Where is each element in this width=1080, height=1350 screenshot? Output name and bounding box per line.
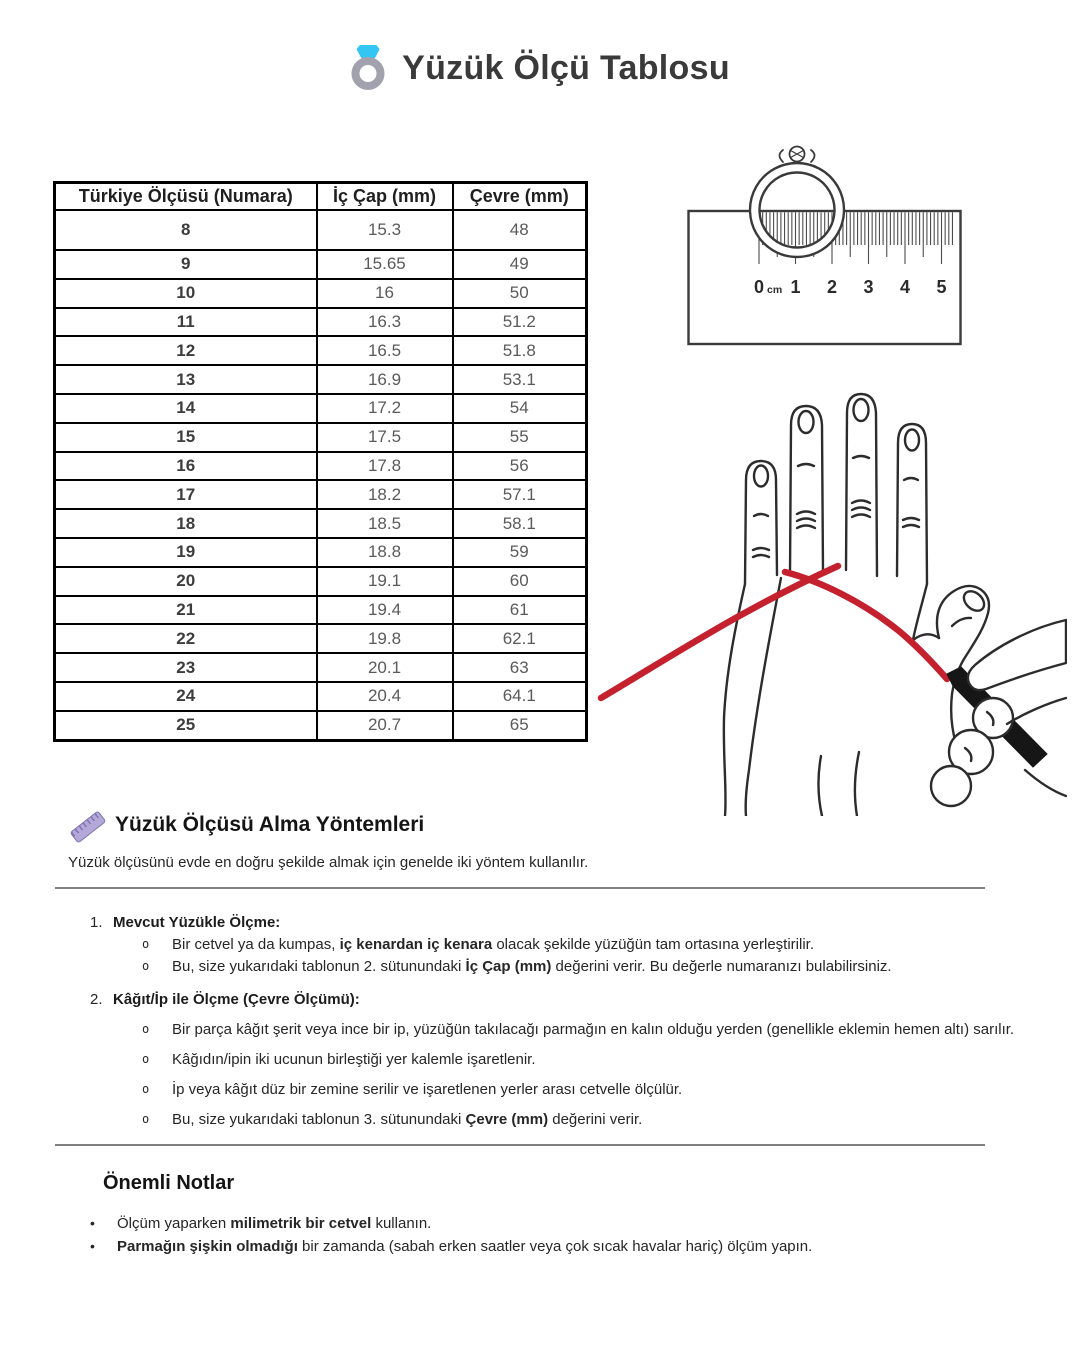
page-header [0,44,1080,92]
table-cell: 24 [55,682,317,711]
table-row [55,596,587,625]
table-row [55,279,587,308]
table-row [55,711,587,740]
table-cell: 15 [55,423,317,452]
ring-size-table [53,181,588,742]
table-cell: 12 [55,336,317,365]
table-cell: 55 [453,423,587,452]
ruler-label-3: 3 [863,277,874,297]
ruler-figure-svg [687,144,963,346]
table-row [55,423,587,452]
methods-section [0,805,1080,1255]
table-cell: 18 [55,509,317,538]
list-item [142,936,1040,953]
bullet-text: Kâğıdın/ipin iki ucunun birleştiği yer kalemle işaretlenir. [172,1051,536,1068]
table-row [55,538,587,567]
table-body [55,210,587,740]
ruler-label-4: 4 [899,277,911,297]
ruler-icon [72,811,102,839]
methods-heading: Yüzük Ölçüsü Alma Yöntemleri [115,813,425,836]
table-cell: 51.2 [453,308,587,337]
table-cell: 56 [453,452,587,481]
table-cell: 16 [55,452,317,481]
bullet-text: Bu, size yukarıdaki tablonun 3. sütunundaki Çevre (mm) değerini verir. [172,1111,643,1128]
table-cell: 20.4 [317,682,453,711]
table-cell: 18.2 [317,480,453,509]
table-cell: 61 [453,596,587,625]
table-cell: 16.5 [317,336,453,365]
list-item [90,1215,1000,1232]
table-row [55,653,587,682]
list-item [90,1238,1000,1255]
lightbulb-icon [72,1170,90,1197]
ring-on-ruler-illustration [687,144,963,346]
table-cell: 18.5 [317,509,453,538]
table-cell: 64.1 [453,682,587,711]
bullet-marker: o [142,959,150,973]
table-cell: 53.1 [453,365,587,394]
table-cell: 48 [453,210,587,250]
table-cell: 15.3 [317,210,453,250]
table-cell: 20 [55,567,317,596]
table-cell: 23 [55,653,317,682]
bullet-marker: o [142,1022,150,1036]
bullet-marker: o [142,937,150,951]
table-cell: 16 [317,279,453,308]
table-cell: 16.3 [317,308,453,337]
ruler-label-5: 5 [936,277,947,297]
ruler-unit-label: cm [767,284,783,296]
table-row [55,509,587,538]
method-list [0,914,1080,1128]
ring-band-icon [352,57,385,90]
table-cell: 19.8 [317,624,453,653]
bullet-text: Bir parça kâğıt şerit veya ince bir ip, yüzüğün takılacağı parmağın en kalın olduğu yerden (genellikle eklemin hemen altı) sarılır. [172,1021,1015,1038]
table-cell: 15.65 [317,250,453,279]
ring-icon [350,44,386,92]
table-row [55,682,587,711]
table-cell: 54 [453,394,587,423]
bullet-marker: o [142,1112,150,1126]
table-cell: 21 [55,596,317,625]
method-1-title: Mevcut Yüzükle Ölçme: [113,914,281,931]
table-cell: 13 [55,365,317,394]
table-row [55,365,587,394]
table-cell: 59 [453,538,587,567]
table-row [55,308,587,337]
ruler-label-2: 2 [826,277,838,297]
bullet-text: Bu, size yukarıdaki tablonun 2. sütunundaki İç Çap (mm) değerini verir. Bu değerle numaranızı bulabilirsiniz. [172,958,892,975]
bullet-text: İp veya kâğıt düz bir zemine serilir ve işaretlenen yerler arası cetvelle ölçülür. [172,1081,683,1098]
table-cell: 20.7 [317,711,453,740]
ring-gem-setting [780,147,815,163]
ruler-label-0: 0 [753,277,765,297]
column-header-size: Türkiye Ölçüsü (Numara) [55,183,317,211]
list-item [142,1051,1040,1068]
hand-string-illustration [595,368,1067,816]
table-cell: 9 [55,250,317,279]
table-cell: 25 [55,711,317,740]
methods-intro: Yüzük ölçüsünü evde en doğru şekilde almak için genelde iki yöntem kullanılır. [68,854,589,871]
notes-heading-row [72,1170,1080,1197]
notes-heading: Önemli Notlar [103,1172,235,1194]
table-cell: 51.8 [453,336,587,365]
table-cell: 63 [453,653,587,682]
table-cell: 57.1 [453,480,587,509]
table-row [55,567,587,596]
table-cell: 17.8 [317,452,453,481]
method-item-1 [0,914,1080,975]
table-cell: 65 [453,711,587,740]
table-cell: 62.1 [453,624,587,653]
note-text: Ölçüm yaparken milimetrik bir cetvel kullanın. [117,1215,432,1232]
measuring-string [601,566,947,698]
table-row [55,250,587,279]
table-cell: 10 [55,279,317,308]
bullet-marker: • [90,1238,95,1254]
table-row [55,624,587,653]
method-1-number: 1. [90,914,103,931]
ruler-label-1: 1 [790,277,801,297]
table-cell: 17.5 [317,423,453,452]
table-cell: 18.8 [317,538,453,567]
hand-figure-svg [595,368,1067,816]
bullet-marker: • [90,1215,95,1231]
list-item [142,1081,1040,1098]
methods-heading-row [72,811,1080,839]
table-header-row [55,183,587,211]
table-cell: 58.1 [453,509,587,538]
page-title: Yüzük Ölçü Tablosu [402,48,730,87]
bullet-marker: o [142,1082,150,1096]
table-cell: 14 [55,394,317,423]
table-cell: 60 [453,567,587,596]
method-2-title: Kâğıt/İp ile Ölçme (Çevre Ölçümü): [113,991,360,1008]
table-cell: 19.1 [317,567,453,596]
note-text: Parmağın şişkin olmadığı bir zamanda (sabah erken saatler veya çok sıcak havalar hariç) ölçüm yapın. [117,1238,813,1255]
table-cell: 19.4 [317,596,453,625]
table-row [55,452,587,481]
list-item [142,1111,1040,1128]
divider [55,887,985,889]
bullet-text: Bir cetvel ya da kumpas, iç kenardan iç kenara olacak şekilde yüzüğün tam ortasına yerleştirilir. [172,936,814,953]
table-cell: 17 [55,480,317,509]
method-2-title-row [90,991,1080,1008]
table-row [55,210,587,250]
list-item [142,1021,1040,1038]
table-row [55,394,587,423]
notes-list [0,1215,1080,1255]
table-row [55,336,587,365]
method-1-bullets [0,936,1080,975]
bullet-marker: o [142,1052,150,1066]
table-cell: 11 [55,308,317,337]
method-2-number: 2. [90,991,103,1008]
table-cell: 20.1 [317,653,453,682]
table-cell: 17.2 [317,394,453,423]
table-cell: 19 [55,538,317,567]
method-item-2 [0,991,1080,1128]
method-2-bullets [0,1021,1080,1128]
method-1-title-row [90,914,1080,931]
table-cell: 8 [55,210,317,250]
table-cell: 22 [55,624,317,653]
table-row [55,480,587,509]
list-item [142,958,1040,975]
table-cell: 16.9 [317,365,453,394]
column-header-diameter: İç Çap (mm) [317,183,453,211]
table-cell: 50 [453,279,587,308]
column-header-circumference: Çevre (mm) [453,183,587,211]
table-cell: 49 [453,250,587,279]
divider [55,1144,985,1146]
